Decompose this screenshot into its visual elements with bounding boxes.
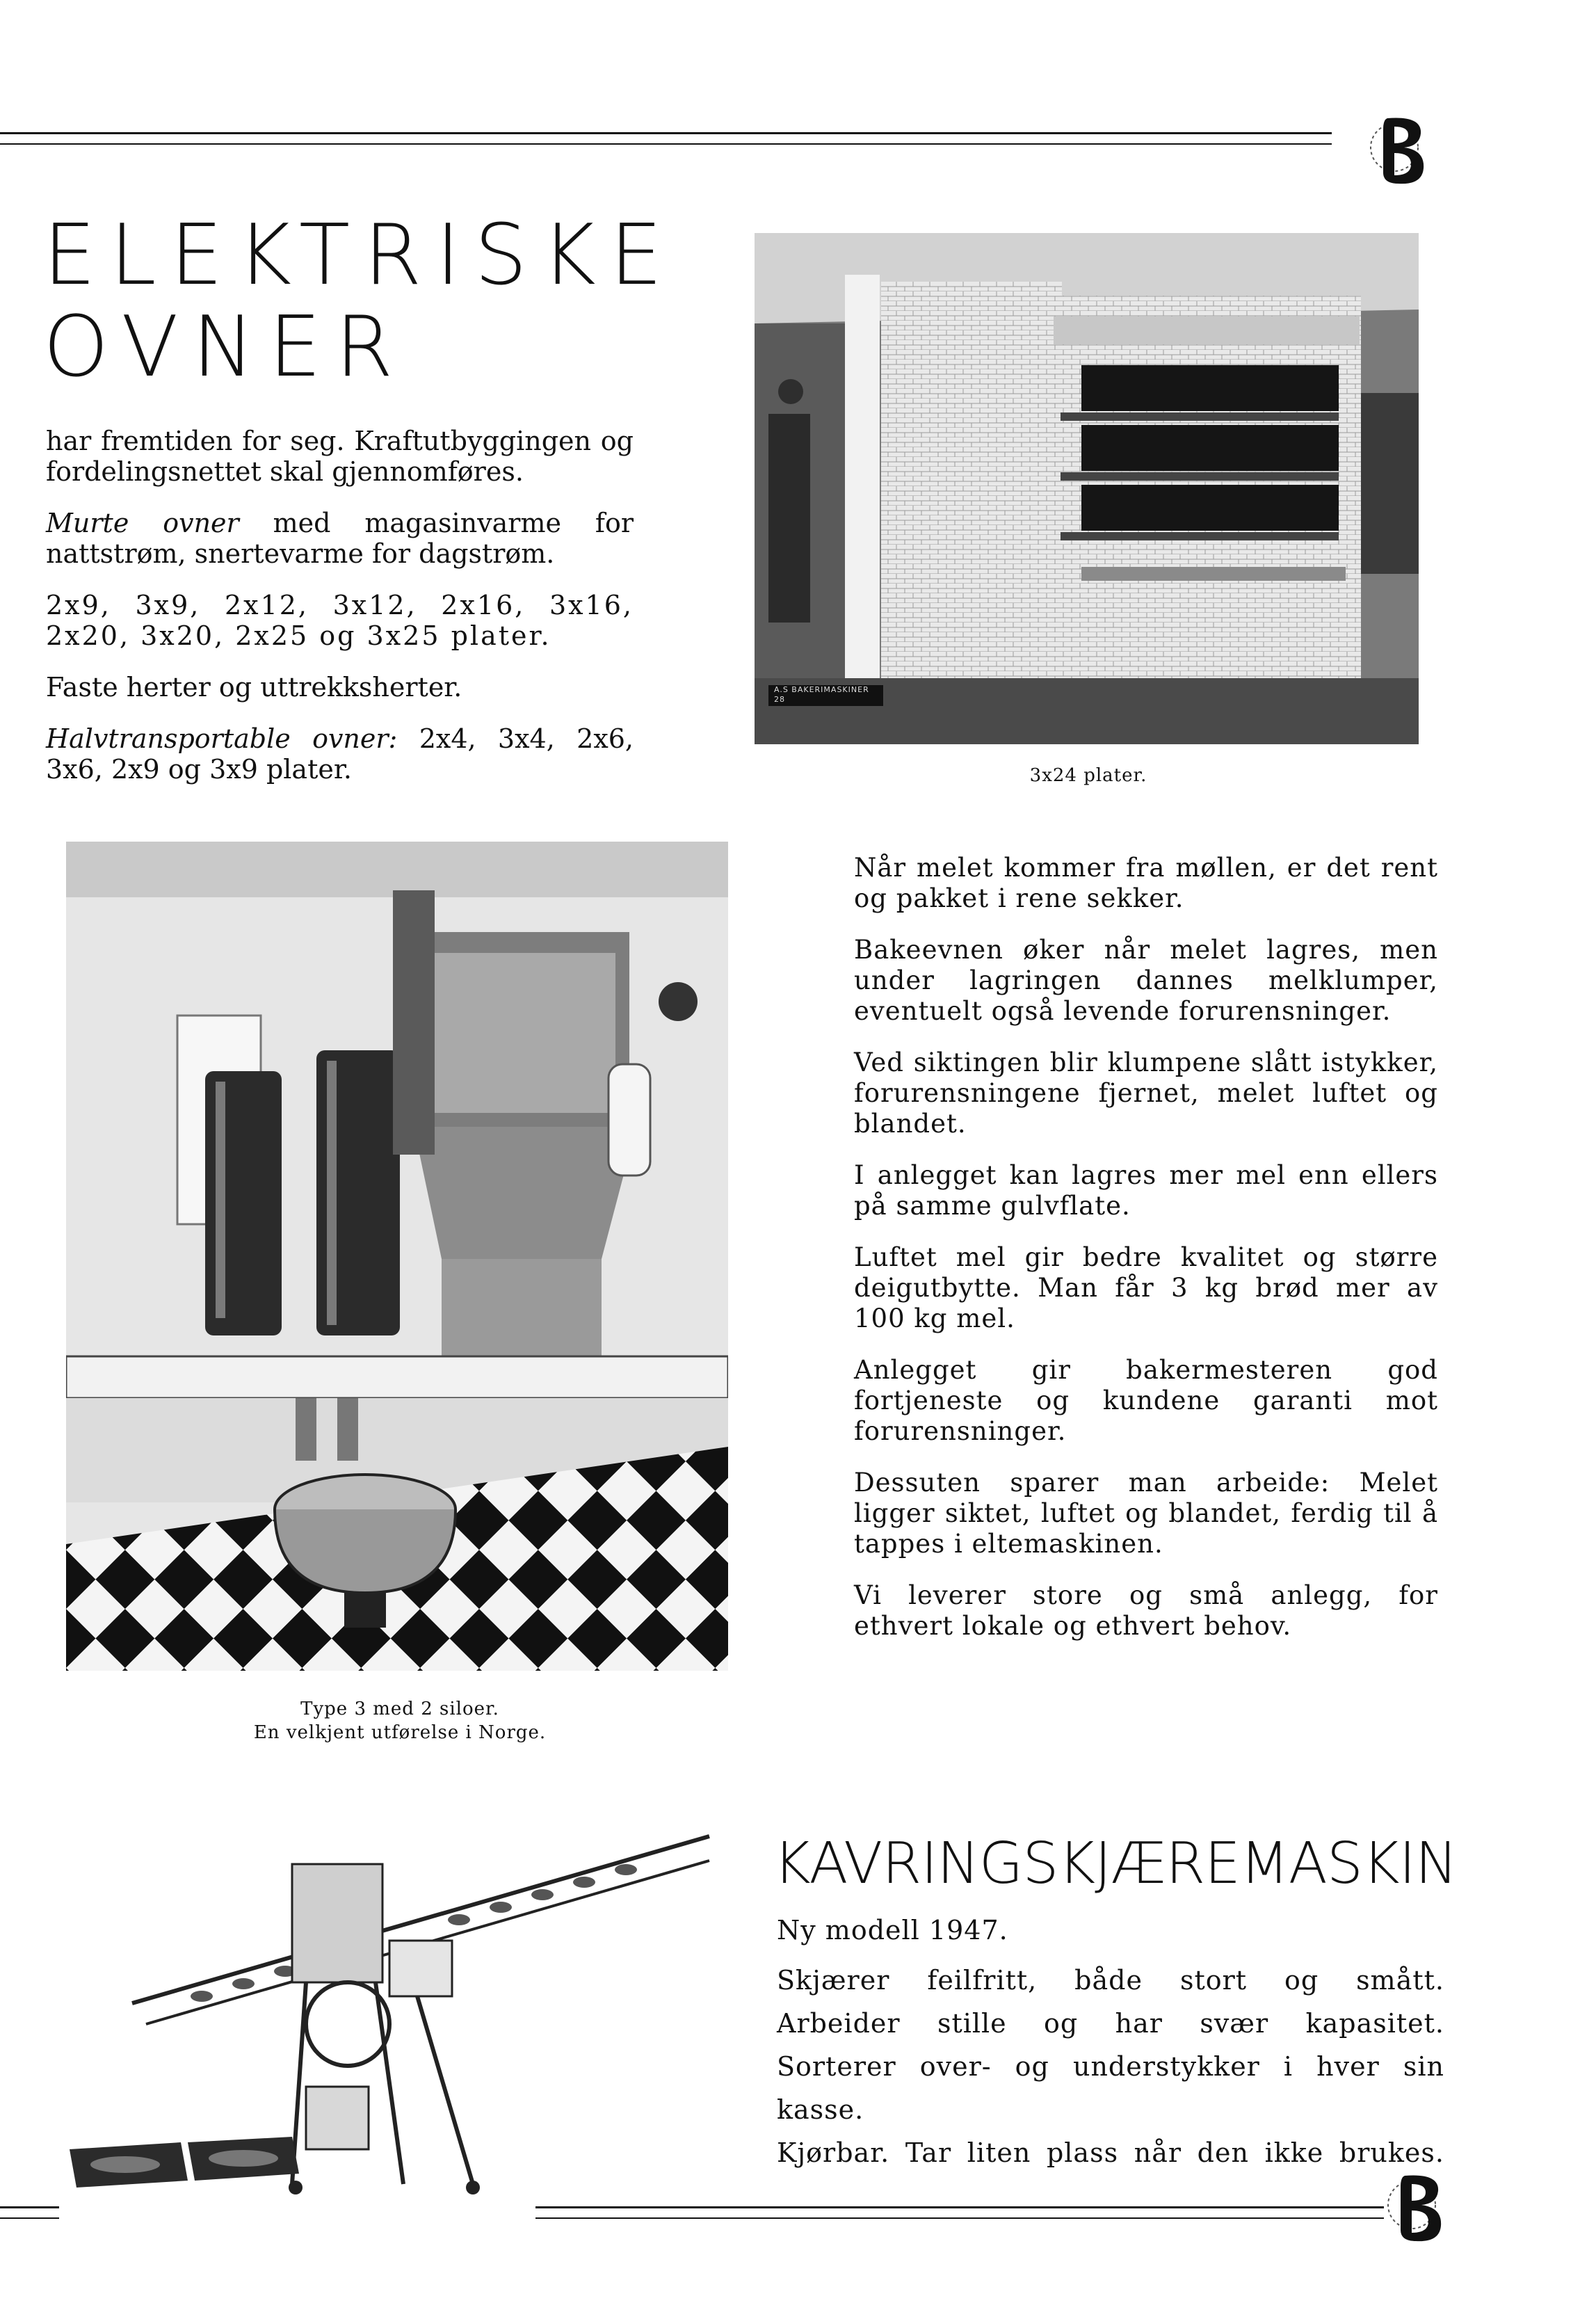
oven-photo-caption: 3x24 plater.: [1029, 765, 1147, 786]
kavring-subtitle: Ny modell 1947.: [777, 1915, 1008, 1945]
kavring-title: KAVRINGSKJÆREMASKIN: [773, 1831, 1458, 1897]
oven-photo-plate: A.S BAKERIMASKINER 28: [774, 685, 869, 704]
ovner-para-2: [46, 508, 634, 569]
murte-ovner-text: med magasinvarme for nattstrøm, snertevarme for dagstrøm.: [46, 508, 634, 569]
mel-para-8: Vi leverer store og små anlegg, for ethvert lokale og ethvert behov.: [854, 1580, 1438, 1641]
b-gear-logo-icon: [1367, 111, 1433, 188]
kavring-line-3: Sorterer over- og understykker i hver sin kasse.: [777, 2051, 1444, 2125]
ovner-para-1: har fremtiden for seg. Kraftutbyggingen og fordelingsnettet skal gjennomføres.: [46, 426, 634, 487]
ovner-text: [46, 426, 634, 805]
footer-rule: [535, 2206, 1384, 2208]
mel-para-1: Når melet kommer fra møllen, er det rent og pakket i rene sekker.: [854, 853, 1438, 913]
silo-photo: [66, 842, 728, 1671]
b-gear-logo-footer-icon: [1384, 2169, 1451, 2245]
mel-para-2: Bakeevnen øker når melet lagres, men under lagringen dannes melklumper, eventuelt også levende forurensninger.: [854, 935, 1438, 1026]
page-title: [43, 207, 677, 396]
mel-para-7: Dessuten sparer man arbeide: Melet ligger siktet, luftet og blandet, ferdig til å tappes i eltemaskinen.: [854, 1468, 1438, 1559]
footer-rule-thin: [535, 2217, 1384, 2219]
mel-para-6: Anlegget gir bakermesteren god fortjeneste og kundene garanti mot forurensninger.: [854, 1355, 1438, 1446]
title-line-1: ELEKTRISKE: [43, 207, 677, 304]
silo-photo-caption: [160, 1697, 640, 1744]
ovner-sizes: 2x9, 3x9, 2x12, 3x12, 2x16, 3x16, 2x20, 3x20, 2x25 og 3x25 plater.: [46, 590, 634, 651]
kavring-line-1: Skjærer feilfritt, både stort og smått.: [777, 1965, 1444, 1996]
title-line-2: OVNER: [43, 299, 408, 396]
silo-caption-line-1: Type 3 med 2 siloer.: [300, 1699, 499, 1719]
halvtransportable-label: Halvtransportable ovner:: [46, 723, 398, 754]
kavring-text: [777, 1909, 1444, 2174]
mel-para-4: I anlegget kan lagres mer mel enn ellers på samme gulvflate.: [854, 1160, 1438, 1221]
kavring-line-4: Kjørbar. Tar liten plass når den ikke brukes.: [777, 2137, 1444, 2168]
ovner-para-5: [46, 723, 634, 785]
silo-caption-line-2: En velkjent utførelse i Norge.: [253, 1722, 547, 1743]
mel-para-5: Luftet mel gir bedre kvalitet og større deigutbytte. Man får 3 kg brød mer av 100 kg mel.: [854, 1242, 1438, 1333]
header-rule: [0, 132, 1332, 134]
kavring-machine-photo: [42, 1822, 723, 2198]
footer-rule-left-thin: [0, 2217, 59, 2219]
header-rule-thin: [0, 143, 1332, 145]
murte-ovner-label: Murte ovner: [46, 508, 239, 538]
halvtransportable-text: 2x4, 3x4, 2x6, 3x6, 2x9 og 3x9 plater.: [46, 723, 634, 785]
oven-photo: [755, 233, 1419, 744]
footer-rule-left: [0, 2206, 59, 2208]
mel-text: [854, 853, 1438, 1662]
kavring-line-2: Arbeider stille og har svær kapasitet.: [777, 2008, 1444, 2039]
ovner-para-4: Faste herter og uttrekksherter.: [46, 672, 462, 703]
mel-para-3: Ved siktingen blir klumpene slått istykker, forurensningene fjernet, melet luftet og blandet.: [854, 1048, 1438, 1139]
